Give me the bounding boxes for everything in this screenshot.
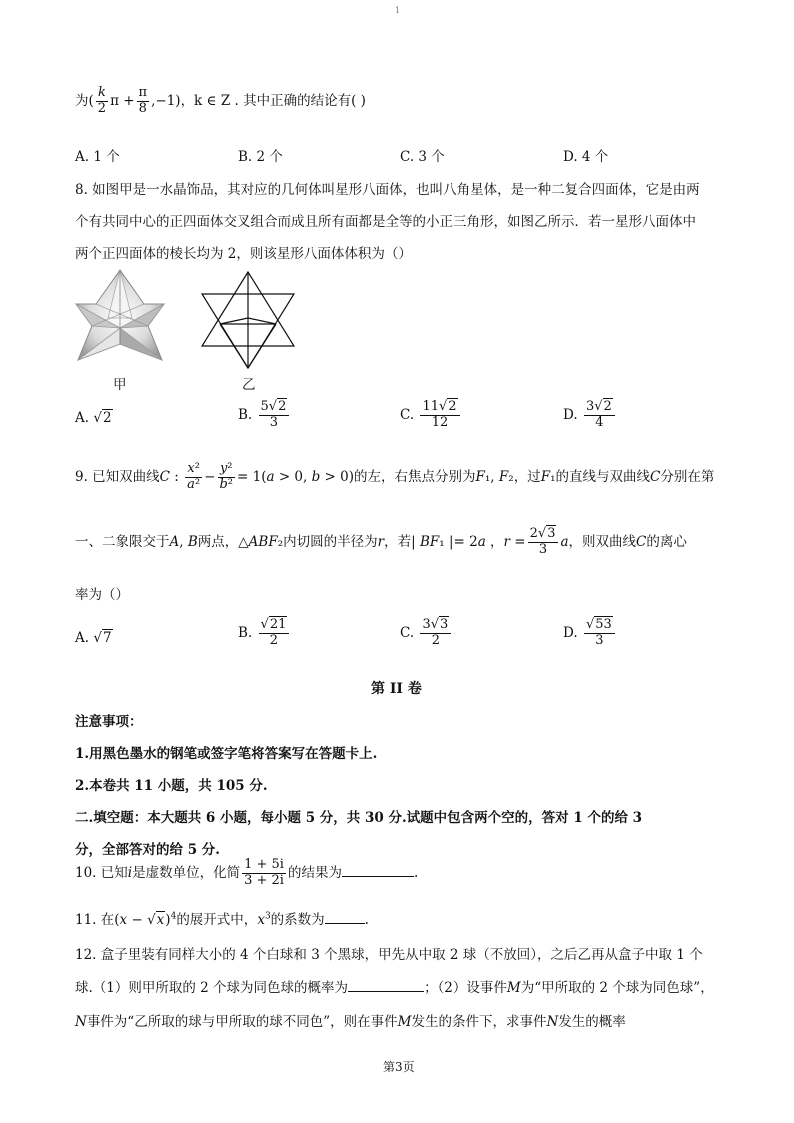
fraction-pi-over-8: $\frac{\pi}{8}$ [138,85,148,116]
sqrt-2: √2 [93,410,112,426]
q10: 10. 已知i是虚数单位，化简 $\frac{1 + 5i}{3 + 2i}$ 的结果为 . [75,857,419,888]
q7-option-d: D. 4 个 [563,149,609,165]
q8-line2: 个有共同中心的正四面体交叉组合而成且所有面都是全等的小正三角形，如图乙所示．若一星形八面体中 [75,214,696,230]
answer-blank[interactable] [348,979,424,992]
q8-option-b: B. $\frac{5√2}{3}$ [238,400,291,431]
q9-option-b: B. $\frac{√21}{2}$ [238,618,291,649]
answer-blank[interactable] [325,911,365,924]
q8-option-a: A. √2 [75,410,112,426]
notice-2: 2.本卷共 11 小题，共 105 分. [75,778,268,794]
page-number: 第3页 [383,1060,415,1074]
q12-line3: N事件为“乙所取的球与甲所取的球不同色”，则在事件M发生的条件下，求事件N发生的概率 [75,1014,626,1030]
q12-line2: 球.（1）则甲所取的 2 个球为同色球的概率为 ；（2）设事件M为“甲所取的 2 个球为同色球”， [75,980,714,996]
q7-tail: 为( $\frac{k}{2}$ π + $\frac{\pi}{8}$ ,−1)，k ∈ Z . 其中正确的结论有( ) [75,85,366,116]
q9-option-c: C. $\frac{3√3}{2}$ [400,618,453,649]
fraction-k-over-2: $\frac{k}{2}$ [97,85,107,116]
q9-line2: 一、二象限交于A, B两点，△ABF₂内切圆的半径为r，若| BF₁ |= 2a ，r = $\frac{2√3}{3}$ a，则双曲线C的离心 [75,526,687,557]
answer-blank[interactable] [342,864,414,877]
crystal-figure [74,268,166,366]
q8-option-d: D. $\frac{3√2}{4}$ [563,400,617,431]
fill-in-instructions-1: 二.填空题：本大题共 6 小题，每小题 5 分，共 30 分.试题中包含两个空的，答对 1 个的给 3 [75,810,643,826]
q9-line3: 率为（） [75,587,129,603]
header-mark: 1 [395,6,401,15]
notice-title: 注意事项： [75,714,143,730]
q7-option-b: B. 2 个 [238,149,283,165]
q8-line1: 8. 如图甲是一水晶饰品，其对应的几何体叫星形八面体，也叫八角星体，是一种二复合四面体，它是由两 [75,182,700,198]
figure-b-label: 乙 [242,377,256,393]
q8-option-c: C. $\frac{11√2}{12}$ [400,400,462,431]
figure-a-label: 甲 [113,377,127,393]
q7-option-a: A. 1 个 [75,149,120,165]
q12-line1: 12. 盒子里装有同样大小的 4 个白球和 3 个黑球，甲先从中取 2 球（不放回），之后乙再从盒子中取 1 个 [75,947,703,963]
section-title: 第 II 卷 [371,681,422,697]
notice-1: 1.用黑色墨水的钢笔或签字笔将答案写在答题卡上. [75,746,378,762]
q11: 11. 在$(x - √x)^4$的展开式中，$x^3$的系数为 . [75,911,369,928]
q8-line3: 两个正四面体的棱长均为 2，则该星形八面体体积为（） [75,246,412,262]
stellated-octahedron-diagram [200,270,296,370]
q7-option-c: C. 3 个 [400,149,445,165]
q9-line1: 9. 已知双曲线C : $\frac{\text{x²}}{\text{a²}}$ − $\frac{\text{y²}}{\text{b²}}$ = 1(a > 0, b > 0)的左，右焦点分别为F₁, F₂，过F₁的直线与双曲线C分别在第 [75,461,715,492]
q9-option-a: A. √7 [75,630,112,646]
fill-in-instructions-2: 分，全部答对的给 5 分. [75,842,220,858]
q9-option-d: D. $\frac{√53}{3}$ [563,618,617,649]
q7-suffix: ，k ∈ Z . 其中正确的结论有( ) [180,92,366,109]
